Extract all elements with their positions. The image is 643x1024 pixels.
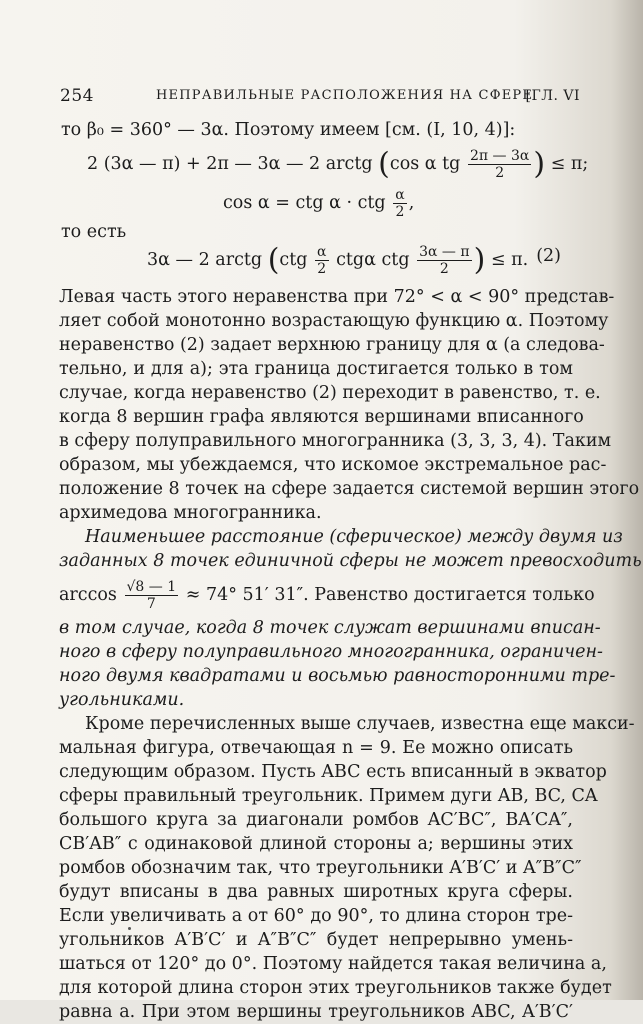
text-line: образом, мы убеждаемся, что искомое экстремальное рас- [59,455,607,475]
chapter-label: [ГЛ. VI [525,88,580,104]
text-line: Если увеличивать a от 60° до 90°, то длина сторон тре- [59,906,573,926]
text-line: для которой длина сторон этих треугольников также будет [59,978,612,998]
eq3-fraction-2: $\frac{3\alpha — \pi}{2}$ [419,244,470,277]
paragraph-3 [59,712,635,1024]
eq1-inner: cos α tg [389,154,461,174]
eq2-fraction: $\frac{\alpha}{2}$ [395,187,405,220]
text-line: будут вписаны в два равных широтных круга сферы. [59,882,573,902]
text-line: большого круга за диагонали ромбов AC′BC″, BA′CA″, [59,810,573,830]
text-line: Наименьшее расстояние (сферическое) между двумя из [85,527,623,547]
running-header [60,86,580,108]
text-line: ляет собой монотонно возрастающую функцию α. Поэтому [59,311,609,331]
text-line: то β₀ = 360° — 3α. Поэтому имеем [см. (I, 10, 4)]: [61,120,516,140]
text-line: следующим образом. Пусть ABC есть вписанный в экватор [59,762,607,782]
text-line: то есть [61,222,127,242]
text-line: ромбов обозначим так, что треугольники A′B′C′ и A″B″C″ [59,858,582,878]
eq1-right: ≤ π; [550,154,589,174]
equation-2: cos α = ctg α · ctg $\frac{\alpha}{2}$ , [223,187,415,220]
page-body [59,118,642,1024]
equation-1: 2 (3α — π) + 2π — 3α — 2 arctg (cos α tg $\frac{2\pi — 3\alpha}{2}$ ) ≤ π; [87,146,589,182]
text-line: CB′AB″ с одинаковой длиной стороны a; вершины этих [59,834,573,854]
eq1-left: 2 (3α — π) + 2π — 3α — 2 arctg [87,154,373,174]
text-line: ного двумя квадратами и восьмью равносторонними тре- [59,666,616,686]
text-line: когда 8 вершин графа являются вершинами вписанного [59,407,584,427]
text-line: угольниками. [59,690,185,710]
text-line: неравенство (2) задает верхнюю границу для α (а следова- [59,335,605,355]
text-line: заданных 8 точек единичной сферы не может превосходить [59,551,642,571]
text-line: в сферу полуправильного многогранника (3, 3, 3, 4). Таким [59,431,612,451]
text-line: случае, когда неравенство (2) переходит в равенство, т. е. [59,383,601,403]
text-line: мальная фигура, отвечающая n = 9. Ее можно описать [59,738,573,758]
eq3-left: 3α — 2 arctg [147,250,263,270]
text-line: сферы правильный треугольник. Примем дуги AB, BC, CA [59,786,598,806]
text-line: равна a. При этом вершины треугольников ABC, A′B′C′ [59,1002,573,1022]
text-line: положение 8 точек на сфере задается системой вершин этого [59,479,640,499]
eq1-fraction: $\frac{2\pi — 3\alpha}{2}$ [469,148,530,181]
equation-number: (2) [536,246,561,266]
page-number: 254 [60,86,94,106]
text-line: архимедова многогранника. [59,503,322,523]
text-line: шаться от 120° до 0°. Поэтому найдется такая величина a, [59,954,607,974]
text-line: Левая часть этого неравенства при 72° < α < 90° представ- [59,287,615,307]
text-line: ного в сферу полуправильного многогранника, ограничен- [59,642,603,662]
equation-3: 3α — 2 arctg (ctg $\frac{\alpha}{2}$ ctgα ctg $\frac{3\alpha — \pi}{2}$ ) ≤ π. (2) [59,244,573,277]
eq3-fraction-1: $\frac{\alpha}{2}$ [317,244,327,277]
text-line: Кроме перечисленных выше случаев, известна еще макси- [85,714,635,734]
page-speck [128,927,131,930]
theorem-paragraph [59,525,642,712]
eq2-left: cos α = ctg α · ctg [223,193,386,213]
text-line: тельно, и для а); эта граница достигается только в том [59,359,573,379]
paragraph-1 [59,285,640,525]
text-line: в том случае, когда 8 точек служат вершинами вписан- [59,618,601,638]
arccos-line: arccos $\frac{√8 — 1}{7}$ ≈ 74° 51′ 31″. Равенство достигается только [59,579,595,612]
arccos-fraction: $\frac{√8 — 1}{7}$ [126,579,177,612]
text-line: угольников A′B′C′ и A″B″C″ будет непрерывно умень- [59,930,573,950]
running-title: НЕПРАВИЛЬНЫЕ РАСПОЛОЖЕНИЯ НА СФЕРЕ [156,88,534,103]
